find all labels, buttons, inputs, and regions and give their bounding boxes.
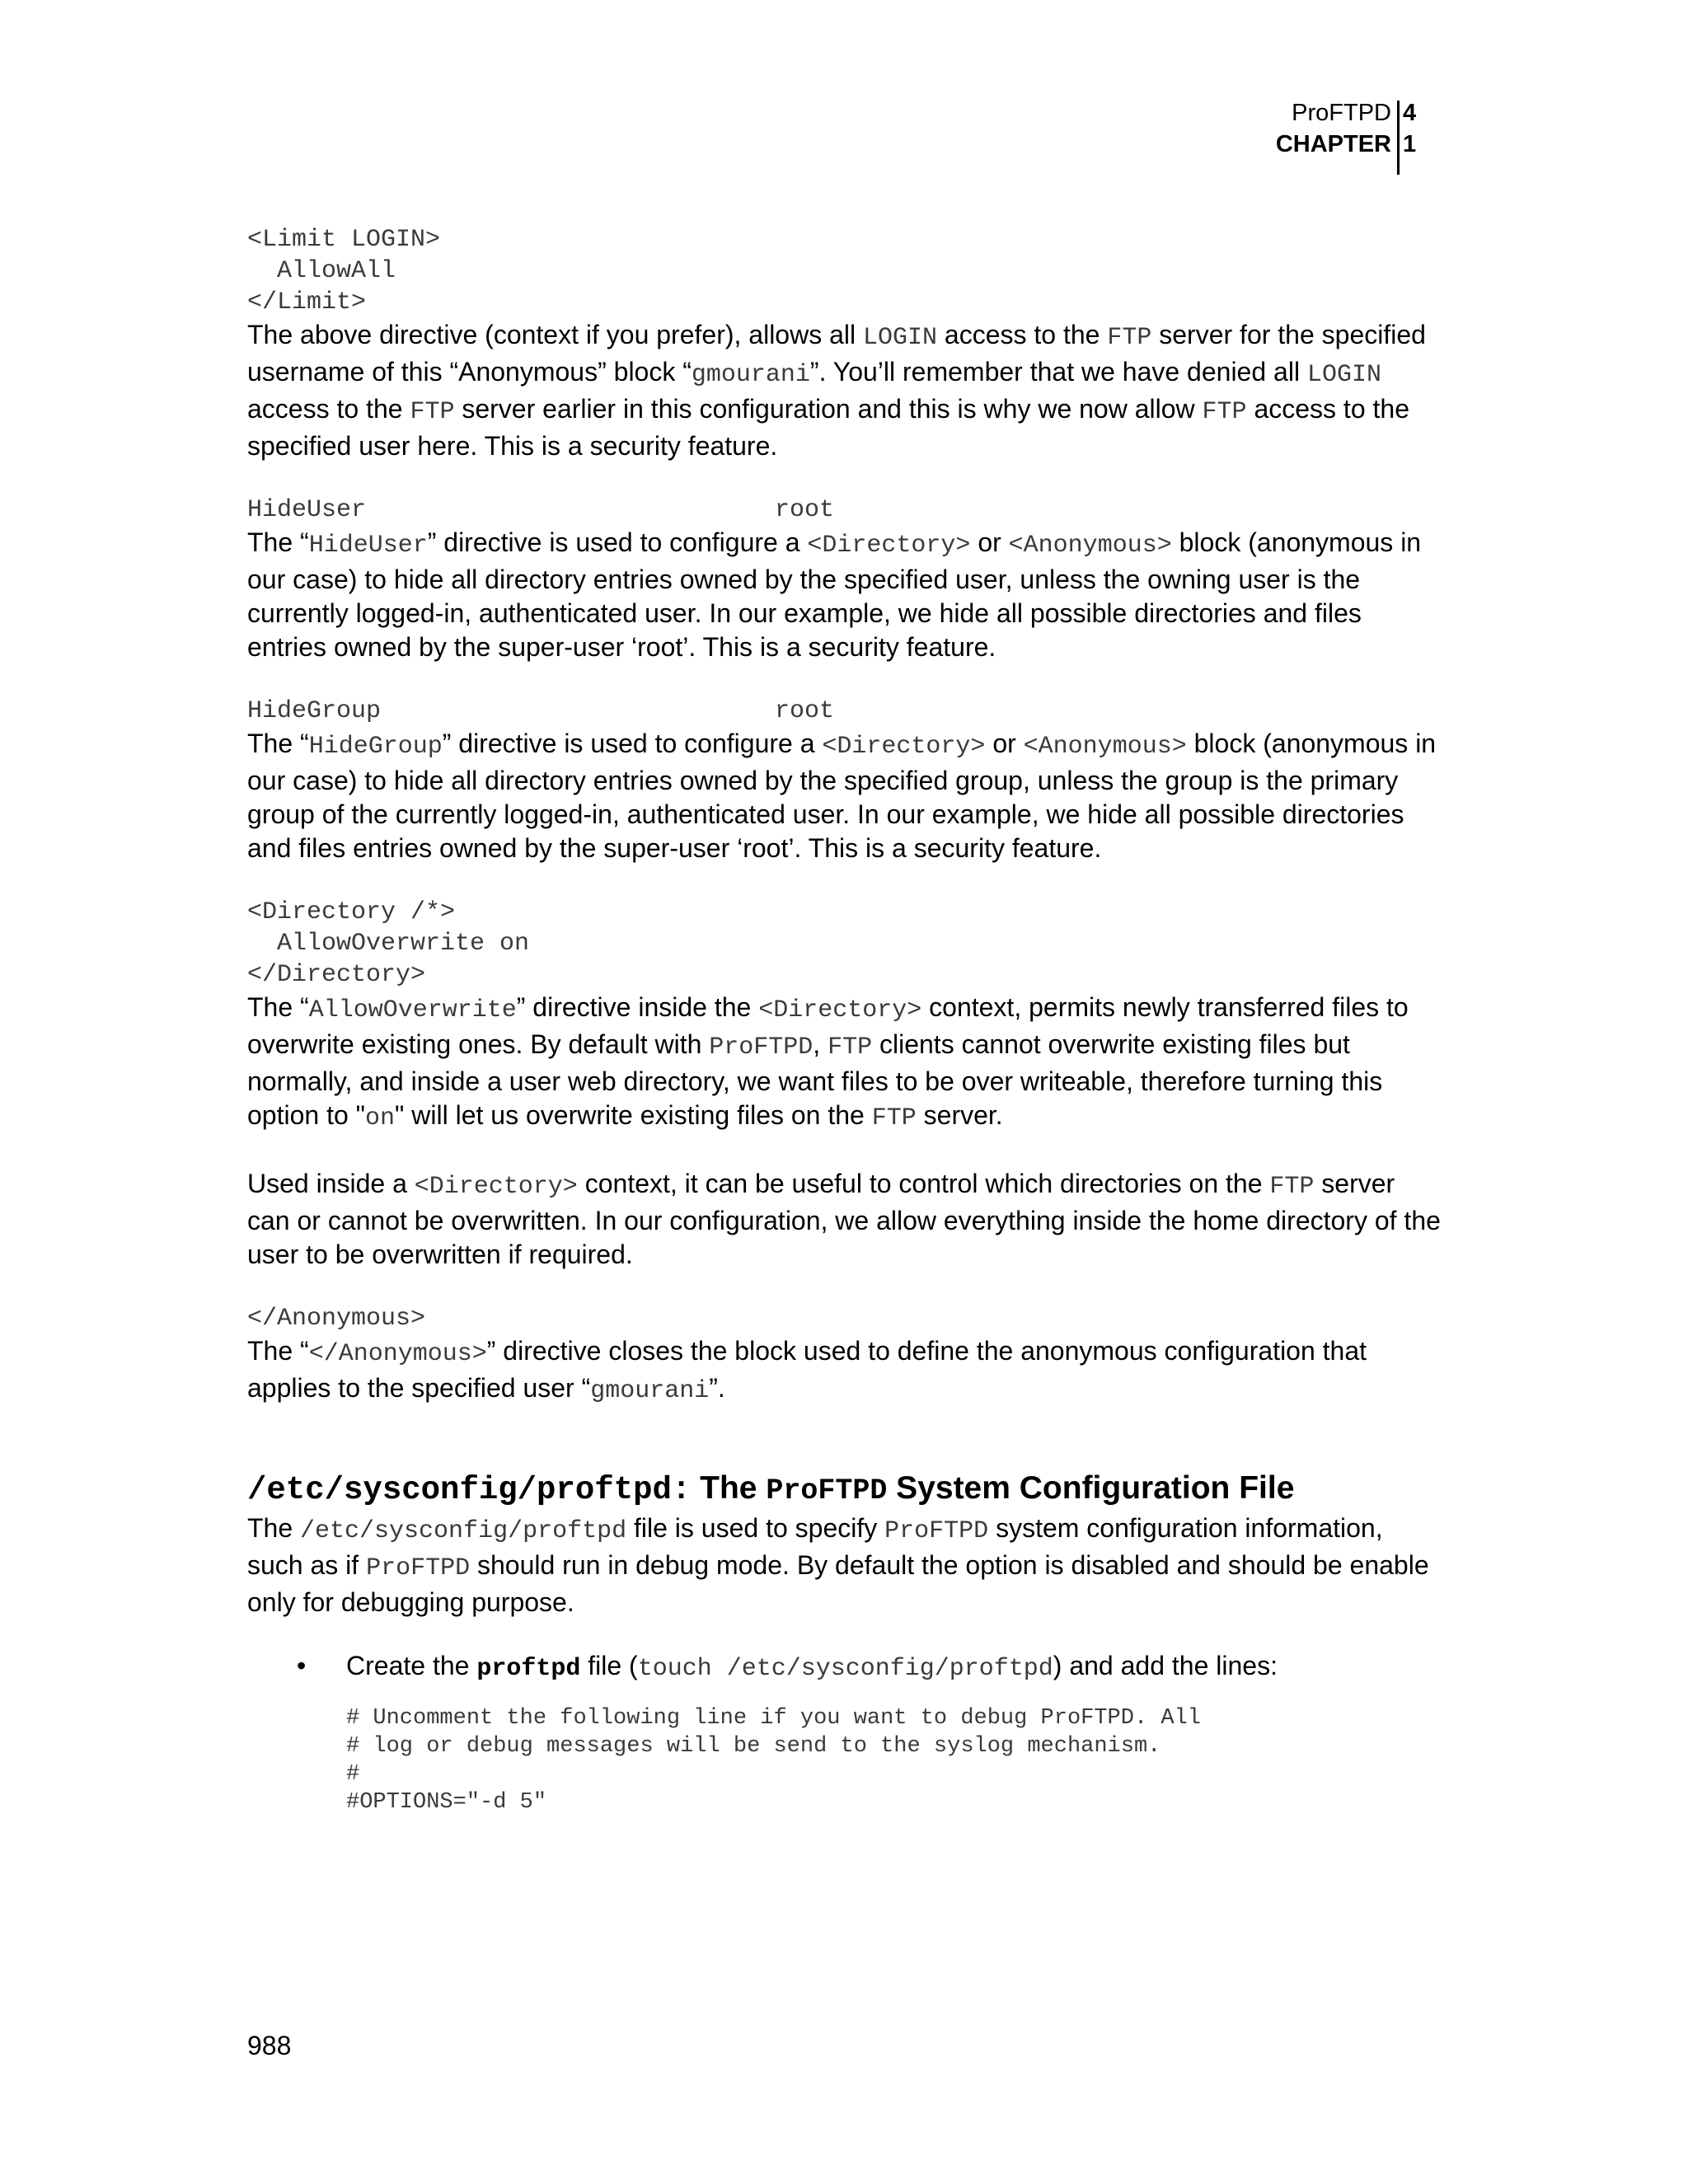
code-line: # log or debug messages will be send to the syslog mechanism. xyxy=(346,1734,1161,1759)
code-hideuser: HideUser root xyxy=(247,496,835,524)
code-limit-line-3: </Limit> xyxy=(247,288,367,316)
bullet-item: • Create the proftpd file (touch /etc/sysconfig/proftpd) and add the lines: xyxy=(297,1651,1278,1683)
main-content xyxy=(247,224,1442,1816)
code-line: #OPTIONS="-d 5" xyxy=(346,1790,547,1815)
section-intro: The /etc/sysconfig/proftpd file is used to specify ProFTPD system configuration information, such as if ProFTPD should run in debug mode. By default the option is disabled and should be enable only for debugging purpose. xyxy=(247,1513,1429,1617)
code-directory-line-1: <Directory /*> xyxy=(247,898,456,926)
code-line: # xyxy=(346,1762,360,1787)
hidegroup-description: The “HideGroup” directive is used to configure a <Directory> or <Anonymous> block (anonymous in our case) to hide all directory entries owned by the specified group, unless the group is the primary group of the currently logged-in, authenticated user. In our example, we hide all possible directories and files entries owned by the super-user ‘root’. This is a security feature. xyxy=(247,729,1437,863)
header-chapter-number-2: 1 xyxy=(1403,131,1417,157)
code-anonymous-close: </Anonymous> xyxy=(247,1305,426,1333)
header-divider xyxy=(1397,101,1400,175)
code-limit-line-2: AllowAll xyxy=(247,257,396,285)
bullet-icon: • xyxy=(297,1651,307,1680)
code-hidegroup: HideGroup root xyxy=(247,697,835,725)
code-directory-line-3: </Directory> xyxy=(247,961,426,989)
directory-context-description: Used inside a <Directory> context, it can be useful to control which directories on the FTP server can or cannot be overwritten. In our configuration, we allow everything inside the home directory of the user to be overwritten if required. xyxy=(247,1169,1441,1269)
bullet-code-block xyxy=(346,1704,1442,1816)
code-limit-line-1: <Limit LOGIN> xyxy=(247,226,441,254)
limit-description: The above directive (context if you prefer), allows all LOGIN access to the FTP server for the specified username of this “Anonymous” block “gmourani”. You’ll remember that we have denied all LOGIN access to the FTP server earlier in this configuration and this is why we now allow FTP access to the specified user here. This is a security feature. xyxy=(247,320,1426,461)
allowoverwrite-description: The “AllowOverwrite” directive inside the <Directory> context, permits newly transferred files to overwrite existing ones. By default with ProFTPD, FTP clients cannot overwrite existing files but normally, and inside a user web directory, we want files to be over writeable, therefore turning this option to "on" will let us overwrite existing files on the FTP server. xyxy=(247,992,1409,1132)
header-chapter-number-1: 4 xyxy=(1403,100,1417,126)
code-line: # Uncomment the following line if you want to debug ProFTPD. All xyxy=(346,1706,1201,1731)
hideuser-description: The “HideUser” directive is used to configure a <Directory> or <Anonymous> block (anonymous in our case) to hide all directory entries owned by the specified user, unless the owning user is the currently logged-in, authenticated user. In our example, we hide all possible directories and files entries owned by the super-user ‘root’. This is a security feature. xyxy=(247,527,1422,662)
header-title: ProFTPD xyxy=(1292,100,1391,126)
section-heading: /etc/sysconfig/proftpd: The ProFTPD System Configuration File xyxy=(247,1470,1295,1508)
code-directory-line-2: AllowOverwrite on xyxy=(247,930,530,958)
page-number: 988 xyxy=(247,2031,292,2060)
anonymous-close-description: The “</Anonymous>” directive closes the block used to define the anonymous configuration that applies to the specified user “gmourani”. xyxy=(247,1336,1367,1405)
header-chapter-label: CHAPTER xyxy=(1275,131,1391,157)
